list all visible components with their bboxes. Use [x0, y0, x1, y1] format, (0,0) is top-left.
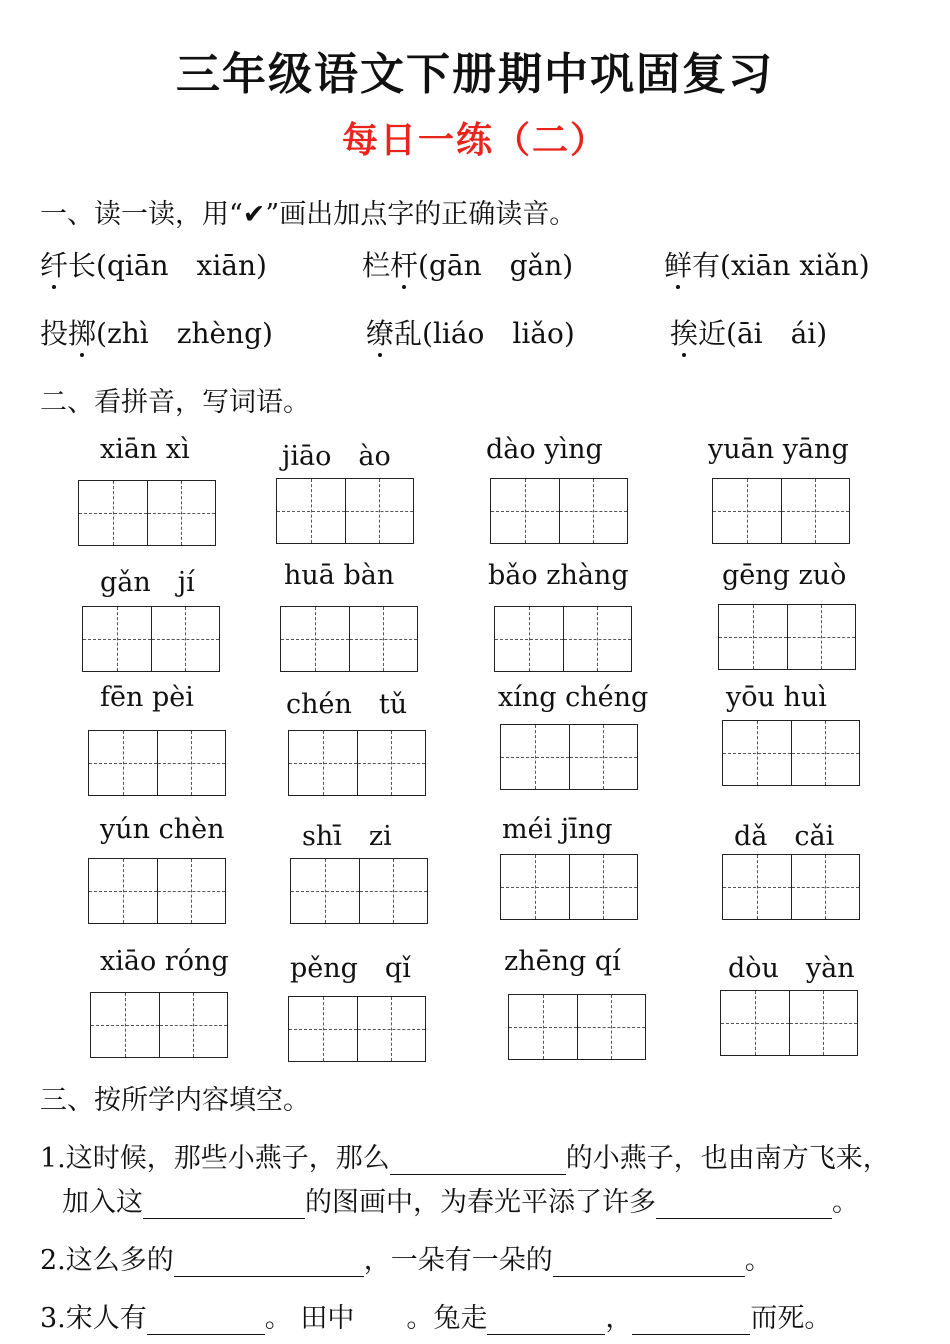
tianzige-cell[interactable]: [289, 997, 357, 1061]
writing-grid[interactable]: [276, 478, 414, 544]
pinyin-label: dòu yàn: [728, 953, 855, 984]
tianzige-cell[interactable]: [501, 855, 569, 919]
writing-grid[interactable]: [500, 854, 638, 920]
answer-blank[interactable]: [632, 1304, 750, 1335]
writing-grid[interactable]: [712, 478, 850, 544]
pinyin-label: xiāo róng: [100, 946, 229, 977]
q1-text-d: 的图画中，为春光平添了许多: [305, 1187, 656, 1218]
dotted-char: 掷: [68, 312, 96, 352]
tianzige-cell[interactable]: [577, 995, 646, 1059]
reading-item-3: [664, 244, 870, 284]
tianzige-cell[interactable]: [495, 607, 563, 671]
tianzige-cell[interactable]: [349, 607, 418, 671]
tianzige-cell[interactable]: [723, 721, 791, 785]
tianzige-cell[interactable]: [713, 479, 781, 543]
pinyin-label: xiān xì: [100, 434, 190, 465]
q2-text-b: ，一朵有一朵的: [363, 1245, 553, 1276]
tianzige-cell[interactable]: [157, 859, 226, 923]
tianzige-cell[interactable]: [159, 993, 228, 1057]
tianzige-cell[interactable]: [723, 855, 791, 919]
tianzige-cell[interactable]: [147, 481, 216, 545]
writing-grid[interactable]: [288, 730, 426, 796]
pinyin-label: xíng chéng: [498, 682, 649, 713]
pinyin-label: yōu huì: [726, 682, 827, 713]
writing-grid[interactable]: [508, 994, 646, 1060]
writing-grid[interactable]: [490, 478, 628, 544]
pinyin-label: dào yìng: [486, 434, 603, 465]
tianzige-cell[interactable]: [791, 855, 860, 919]
page-subtitle: 每日一练（二）: [341, 119, 608, 161]
tianzige-cell[interactable]: [721, 991, 789, 1055]
pinyin-label: gēng zuò: [722, 560, 847, 591]
q2-text-c: 。: [744, 1245, 772, 1276]
writing-grid[interactable]: [500, 724, 638, 790]
writing-grid[interactable]: [82, 606, 220, 672]
answer-blank[interactable]: [143, 1188, 305, 1219]
dotted-char: 挨: [670, 312, 698, 352]
writing-grid[interactable]: [290, 858, 428, 924]
writing-grid[interactable]: [718, 604, 856, 670]
tianzige-cell[interactable]: [89, 731, 157, 795]
answer-blank[interactable]: [487, 1304, 605, 1335]
q1-text-c: 加入这: [62, 1187, 143, 1218]
q3-text-c: 。兔走: [406, 1303, 488, 1334]
writing-grid[interactable]: [494, 606, 632, 672]
pinyin-label: méi jīng: [502, 814, 613, 845]
writing-grid[interactable]: [280, 606, 418, 672]
pinyin-label: yún chèn: [100, 814, 225, 845]
q1-text-e: 。: [832, 1187, 859, 1218]
pinyin-label: jiāo ào: [282, 441, 391, 472]
tianzige-cell[interactable]: [91, 993, 159, 1057]
pinyin-label: zhēng qí: [504, 946, 621, 977]
tianzige-cell[interactable]: [151, 607, 220, 671]
tianzige-cell[interactable]: [345, 479, 414, 543]
tianzige-cell[interactable]: [357, 731, 426, 795]
writing-grid[interactable]: [288, 996, 426, 1062]
dotted-char: 栏: [362, 249, 391, 282]
writing-grid[interactable]: [88, 858, 226, 924]
reading-item-6: [670, 312, 827, 352]
dotted-char: 杆: [390, 244, 418, 284]
answer-blank[interactable]: [390, 1144, 566, 1175]
pinyin-label: dǎ cǎi: [734, 821, 835, 852]
writing-grid[interactable]: [90, 992, 228, 1058]
tianzige-cell[interactable]: [563, 607, 632, 671]
dotted-char: 鲜: [664, 244, 692, 284]
pinyin-label: chén tǔ: [286, 689, 408, 720]
dotted-char: 纤: [40, 244, 68, 284]
tianzige-cell[interactable]: [501, 725, 569, 789]
fill-question-2: [40, 1238, 772, 1277]
reading-options: 有(xiān xiǎn): [692, 249, 870, 282]
reading-item-5: [366, 312, 575, 352]
tianzige-cell[interactable]: [79, 481, 147, 545]
tianzige-cell[interactable]: [491, 479, 559, 543]
reading-options: 乱(liáo liǎo): [394, 317, 575, 350]
pinyin-label: gǎn jí: [100, 567, 195, 598]
tianzige-cell[interactable]: [277, 479, 345, 543]
reading-item-2: [362, 244, 573, 284]
tianzige-cell[interactable]: [291, 859, 359, 923]
pinyin-label: pěng qǐ: [290, 953, 411, 984]
reading-item-4: [40, 312, 273, 352]
answer-blank[interactable]: [656, 1188, 832, 1219]
writing-grid[interactable]: [722, 854, 860, 920]
pinyin-label: fēn pèi: [100, 682, 194, 713]
pinyin-label: bǎo zhàng: [488, 560, 629, 591]
tianzige-cell[interactable]: [789, 991, 858, 1055]
answer-blank[interactable]: [553, 1246, 745, 1277]
tianzige-cell[interactable]: [719, 605, 787, 669]
pinyin-label: yuān yāng: [708, 434, 849, 465]
answer-blank[interactable]: [147, 1304, 265, 1335]
tianzige-cell[interactable]: [289, 731, 357, 795]
q3-text-d: ，: [605, 1303, 633, 1334]
q1-text-a: 1.这时候，那些小燕子，那么: [40, 1143, 390, 1174]
tianzige-cell[interactable]: [787, 605, 856, 669]
tianzige-cell[interactable]: [509, 995, 577, 1059]
tianzige-cell[interactable]: [569, 855, 638, 919]
writing-grid[interactable]: [78, 480, 216, 546]
q3-text-b: 。 田中: [264, 1303, 355, 1334]
section2-heading: 二、看拼音，写词语。: [40, 387, 310, 418]
tianzige-cell[interactable]: [569, 725, 638, 789]
q1-text-b: 的小燕子，也由南方飞来，: [565, 1143, 890, 1174]
tianzige-cell[interactable]: [359, 859, 428, 923]
section1-heading: 一、读一读，用“✔”画出加点字的正确读音。: [40, 199, 577, 230]
q3-text-a: 3.宋人有: [40, 1303, 147, 1334]
writing-grid[interactable]: [88, 730, 226, 796]
q3-text-e: 而死。: [750, 1303, 832, 1334]
tianzige-cell[interactable]: [157, 731, 226, 795]
q2-text-a: 2.这么多的: [40, 1245, 174, 1276]
fill-question-1-line1: [40, 1136, 890, 1175]
tianzige-cell[interactable]: [559, 479, 628, 543]
answer-blank[interactable]: [174, 1246, 364, 1277]
fill-question-3: [40, 1296, 831, 1335]
pinyin-label: huā bàn: [284, 560, 395, 591]
fill-question-1-line2: [62, 1180, 859, 1219]
reading-options: 长(qiān xiān): [68, 249, 267, 282]
reading-options: (zhì zhèng): [96, 317, 273, 350]
section3-heading: 三、按所学内容填空。: [40, 1085, 310, 1116]
tianzige-cell[interactable]: [791, 721, 860, 785]
tianzige-cell[interactable]: [781, 479, 850, 543]
pinyin-label: shī zi: [302, 821, 392, 852]
reading-item-1: [40, 244, 267, 284]
tianzige-cell[interactable]: [357, 997, 426, 1061]
tianzige-cell[interactable]: [89, 859, 157, 923]
page-title: 三年级语文下册期中巩固复习: [176, 49, 774, 100]
reading-options: 杆(gān gǎn): [390, 249, 573, 282]
reading-options: 近(āi ái): [698, 317, 828, 350]
writing-grid[interactable]: [720, 990, 858, 1056]
reading-prefix: 投: [40, 317, 69, 350]
writing-grid[interactable]: [722, 720, 860, 786]
tianzige-cell[interactable]: [83, 607, 151, 671]
dotted-char: 缭: [366, 312, 394, 352]
tianzige-cell[interactable]: [281, 607, 349, 671]
